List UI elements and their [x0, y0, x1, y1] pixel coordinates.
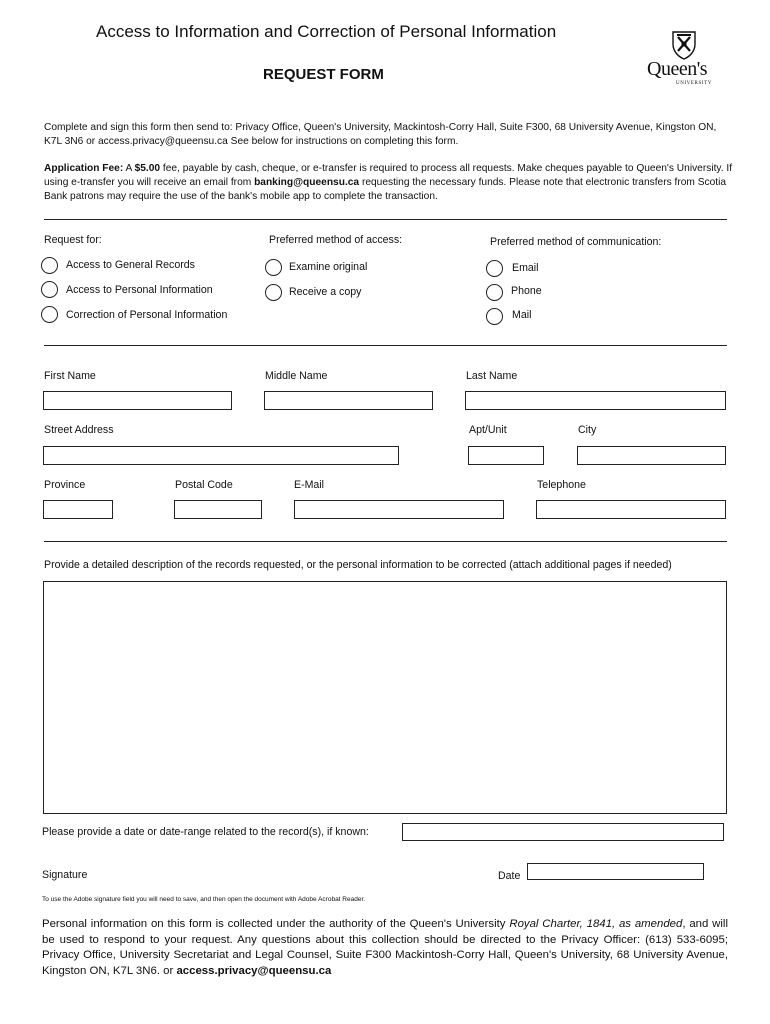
telephone-input[interactable] [536, 500, 726, 519]
radio-examine-original[interactable] [265, 259, 282, 276]
queens-crest-icon [671, 30, 697, 60]
royal-charter: Royal Charter, 1841, as amended [509, 918, 683, 930]
street-address-label: Street Address [44, 424, 114, 436]
radio-personal-information[interactable] [41, 281, 58, 298]
street-address-input[interactable] [43, 446, 399, 465]
description-label: Provide a detailed description of the records requested, or the personal information to be corrected (attach additional pages if needed) [44, 559, 672, 571]
middle-name-label: Middle Name [265, 370, 328, 382]
request-for-heading: Request for: [44, 234, 102, 246]
radio-correction[interactable] [41, 306, 58, 323]
first-name-label: First Name [44, 370, 96, 382]
date-label: Date [498, 870, 521, 882]
date-range-label: Please provide a date or date-range related to the record(s), if known: [42, 826, 369, 838]
fee-text-2: fee, payable by cash, cheque, or e-transfer is required to process all requests. Make cheques payable to Queen's University. If using e-transfer you will receive an email from [44, 163, 733, 188]
first-name-input[interactable] [43, 391, 232, 410]
province-label: Province [44, 479, 86, 491]
signature-note: To use the Adobe signature field you will need to save, and then open the document with Adobe Acrobat Reader. [42, 896, 366, 903]
apt-unit-label: Apt/Unit [469, 424, 507, 436]
divider [44, 345, 727, 346]
queens-logo-subtext: UNIVERSITY [676, 81, 712, 86]
radio-general-records[interactable] [41, 257, 58, 274]
postal-code-input[interactable] [174, 500, 262, 519]
radio-phone-label: Phone [511, 285, 542, 297]
communication-heading: Preferred method of communication: [490, 236, 662, 248]
radio-receive-copy[interactable] [265, 284, 282, 301]
form-subtitle: REQUEST FORM [263, 66, 384, 83]
city-input[interactable] [577, 446, 726, 465]
email-input[interactable] [294, 500, 504, 519]
radio-correction-label: Correction of Personal Information [66, 309, 228, 321]
last-name-input[interactable] [465, 391, 726, 410]
privacy-notice [42, 917, 728, 979]
apt-unit-input[interactable] [468, 446, 544, 465]
middle-name-input[interactable] [264, 391, 433, 410]
access-method-heading: Preferred method of access: [269, 234, 403, 246]
radio-examine-original-label: Examine original [289, 261, 368, 273]
radio-email[interactable] [486, 260, 503, 277]
last-name-label: Last Name [466, 370, 518, 382]
date-range-input[interactable] [402, 823, 724, 841]
radio-receive-copy-label: Receive a copy [289, 286, 362, 298]
description-textarea[interactable] [43, 581, 727, 814]
signature-label: Signature [42, 869, 88, 881]
radio-email-label: Email [512, 262, 539, 274]
form-title: Access to Information and Correction of Personal Information [96, 22, 557, 41]
privacy-text-2: , and will be used to respond to your request. Any questions about this collection should be directed to the Privacy Officer: (613) 533-6095; Privacy Office, University Secretariat and Legal Counsel, Suite F300 Mackintosh-Corry Hall, Queen's University, 68 University Avenue, Kingston ON, K7L 3N6. or [42, 918, 728, 977]
telephone-label: Telephone [537, 479, 586, 491]
radio-mail[interactable] [486, 308, 503, 325]
fee-amount: $5.00 [134, 163, 161, 174]
radio-phone[interactable] [486, 284, 503, 301]
privacy-email: access.privacy@queensu.ca [176, 964, 332, 977]
divider [44, 541, 727, 542]
email-label: E-Mail [294, 479, 325, 491]
queens-logo-wordmark: Queen's [647, 58, 708, 80]
application-fee-paragraph [44, 162, 734, 204]
banking-email: banking@queensu.ca [254, 177, 360, 188]
signature-field[interactable] [120, 864, 482, 884]
postal-code-label: Postal Code [175, 479, 233, 491]
fee-text-3: requesting the necessary funds. Please note that electronic transfers from Scotia Bank patrons may require the use of the bank's mobile app to complete the transaction. [44, 177, 727, 202]
radio-mail-label: Mail [512, 309, 532, 321]
fee-label: Application Fee: [44, 163, 124, 174]
send-instructions: Complete and sign this form then send to: Privacy Office, Queen's University, Mackintosh-Corry Hall, Suite F300, 68 University Avenue, Kingston ON, K7L 3N6 or access.privacy@queensu.ca See below for instructions on completing this form. [44, 122, 717, 147]
province-input[interactable] [43, 500, 113, 519]
city-label: City [578, 424, 597, 436]
privacy-text-1: Personal information on this form is collected under the authority of the Queen's University [42, 918, 510, 930]
radio-general-records-label: Access to General Records [66, 259, 195, 271]
fee-text-1: A [123, 163, 135, 174]
date-input[interactable] [527, 863, 704, 880]
radio-personal-information-label: Access to Personal Information [66, 284, 213, 296]
divider [44, 219, 727, 220]
